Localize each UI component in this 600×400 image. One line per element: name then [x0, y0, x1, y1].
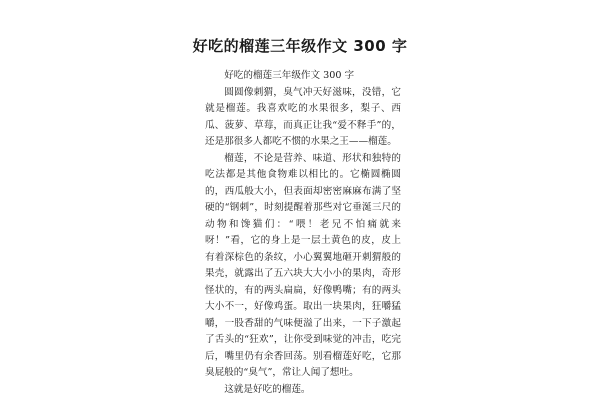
document-title: 好吃的榴莲三年级作文 300 字: [192, 37, 408, 55]
paragraph-description: 榴莲，不论是营养、味道、形状和独特的吃法都是其他食物难以相比的。它椭圆椭圆的，西瓜般大小，但表面却密密麻麻布满了坚硬的“钢刺”，时刻提醒着那些对它垂涎三尺的动物和馋猫们：“喂！老兄不怕痛就来呀！”看，它的身上是一层土黄色的皮，皮上有着深棕色的条纹，小心翼翼地砸开刺猬般的果壳，就露出了五六块大大小小的果肉，奇形怪状的，有的两头扁扁，好像鸭嘴；有的两头大小不一，好像鸡蛋。取出一块果肉，狂嚼猛嚼，一股香甜的气味便溢了出来，一下子激起了舌头的“狂欢”，让你受到味觉的冲击，吃完后，嘴里仍有余香回荡。别看榴莲好吃，它那臭屁般的“臭气”，常让人闻了想吐。: [205, 152, 401, 378]
document-body: [205, 68, 401, 398]
paragraph-conclusion: 这就是好吃的榴莲。: [224, 383, 311, 395]
paragraph-intro: 圆圆像刺猬，臭气冲天好滋味，没错，它就是榴莲。我喜欢吃的水果很多，梨子、西瓜、菠萝、草莓，而真正让我“爱不释手”的，还是那很多人都吃不惯的水果之王——榴莲。: [205, 86, 401, 147]
paragraph-heading: 好吃的榴莲三年级作文 300 字: [224, 70, 355, 81]
